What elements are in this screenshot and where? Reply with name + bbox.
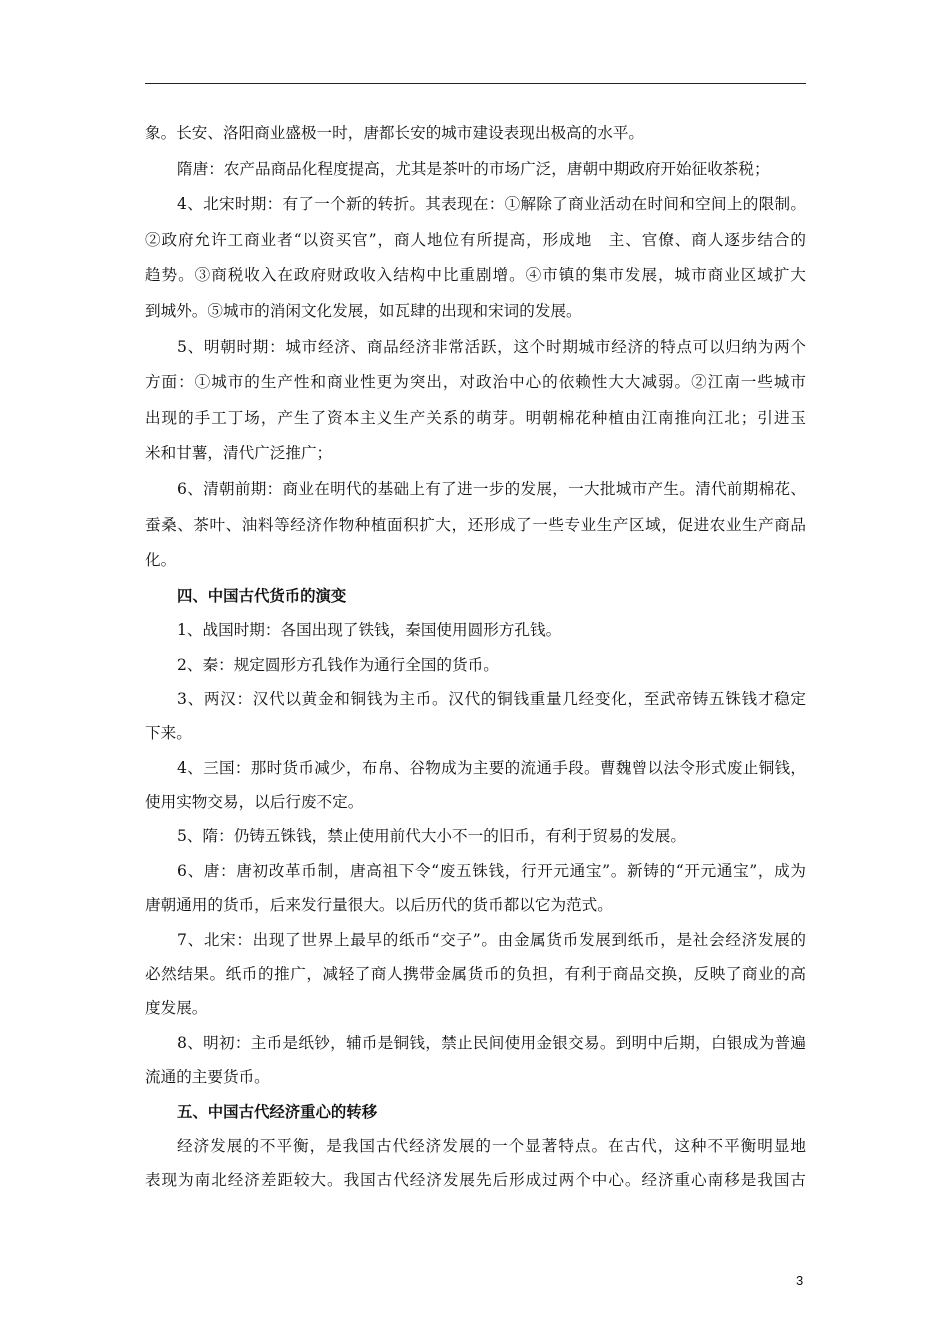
text-line: 四、中国古代货币的演变 (177, 586, 347, 605)
text-line: 表现为南北经济差距较大。我国古代经济发展先后形成过两个中心。经济重心南移是我国古 (145, 1171, 806, 1190)
text-line: 流通的主要货币。 (145, 1068, 270, 1087)
text-line: 方面：①城市的生产性和商业性更为突出，对政治中心的依赖性大大减弱。②江南一些城市 (145, 373, 806, 392)
paragraph (145, 187, 806, 329)
text-line: 五、中国古代经济重心的转移 (177, 1102, 378, 1121)
text-line: 7、北宋：出现了世界上最早的纸币“交子”。由金属货币发展到纸币，是社会经济发展的 (177, 930, 806, 949)
document-body (145, 116, 806, 1198)
text-line: 度发展。 (145, 999, 208, 1018)
page-number: 3 (796, 1273, 804, 1288)
text-line: 6、清朝前期：商业在明代的基础上有了进一步的发展，一大批城市产生。清代前期棉花、 (177, 479, 806, 498)
text-line: 米和甘薯，清代广泛推广； (145, 444, 333, 463)
text-line: 必然结果。纸币的推广，减轻了商人携带金属货币的负担，有利于商品交换，反映了商业的高 (145, 965, 806, 984)
text-line: 5、隋：仍铸五铢钱，禁止使用前代大小不一的旧币，有利于贸易的发展。 (177, 827, 686, 846)
text-line: 4、北宋时期：有了一个新的转折。其表现在：①解除了商业活动在时间和空间上的限制。 (177, 195, 806, 214)
text-line: 隋唐：农产品商品化程度提高，尤其是茶叶的市场广泛，唐朝中期政府开始征收茶税； (177, 159, 770, 178)
paragraph (145, 1129, 806, 1198)
header-rule (145, 83, 806, 84)
text-line: 6、唐：唐初改革币制，唐高祖下令“废五铢钱，行开元通宝”。新铸的“开元通宝”，成为 (177, 861, 806, 880)
text-line: 下来。 (145, 724, 192, 743)
text-line: 蚕桑、茶叶、油料等经济作物种植面积扩大，还形成了一些专业生产区域，促进农业生产商品 (145, 515, 806, 534)
paragraph (145, 751, 806, 820)
text-line: 2、秦：规定圆形方孔钱作为通行全国的货币。 (177, 655, 499, 674)
paragraph (145, 854, 806, 923)
paragraph (145, 472, 806, 579)
paragraph (145, 682, 806, 751)
paragraph (145, 116, 806, 152)
text-line: 化。 (145, 551, 177, 570)
text-line: 3、两汉：汉代以黄金和铜钱为主币。汉代的铜钱重量几经变化，至武帝铸五铢钱才稳定 (177, 689, 806, 708)
section-heading (145, 1095, 806, 1129)
text-line: 经济发展的不平衡，是我国古代经济发展的一个显著特点。在古代，这种不平衡明显地 (177, 1136, 806, 1155)
text-line: 趋势。③商税收入在政府财政收入结构中比重剧增。④市镇的集市发展，城市商业区域扩大 (145, 266, 806, 285)
paragraph (145, 648, 806, 682)
paragraph (145, 819, 806, 853)
paragraph (145, 1026, 806, 1095)
paragraph (145, 923, 806, 1026)
paragraph (145, 152, 806, 188)
text-line: 5、明朝时期：城市经济、商品经济非常活跃，这个时期城市经济的特点可以归纳为两个 (177, 337, 806, 356)
text-line: 出现的手工丁场，产生了资本主义生产关系的萌芽。明朝棉花种植由江南推向江北；引进玉 (145, 408, 806, 427)
text-line: 唐朝通用的货币，后来发行量很大。以后历代的货币都以它为范式。 (145, 896, 613, 915)
paragraph (145, 613, 806, 647)
text-line: ②政府允许工商业者“以资买官”，商人地位有所提高，形成地 主、官僚、商人逐步结合的 (145, 230, 806, 249)
text-line: 象。长安、洛阳商业盛极一时，唐都长安的城市建设表现出极高的水平。 (145, 124, 645, 142)
paragraph (145, 330, 806, 472)
text-line: 使用实物交易，以后行废不定。 (145, 793, 364, 812)
text-line: 8、明初：主币是纸钞，辅币是铜钱，禁止民间使用金银交易。到明中后期，白银成为普遍 (177, 1033, 806, 1052)
text-line: 4、三国：那时货币减少，布帛、谷物成为主要的流通手段。曹魏曾以法令形式废止铜钱， (177, 758, 806, 777)
text-line: 1、战国时期：各国出现了铁钱，秦国使用圆形方孔钱。 (177, 621, 562, 640)
section-heading (145, 579, 806, 613)
text-line: 到城外。⑤城市的消闲文化发展，如瓦肆的出现和宋词的发展。 (145, 301, 582, 320)
